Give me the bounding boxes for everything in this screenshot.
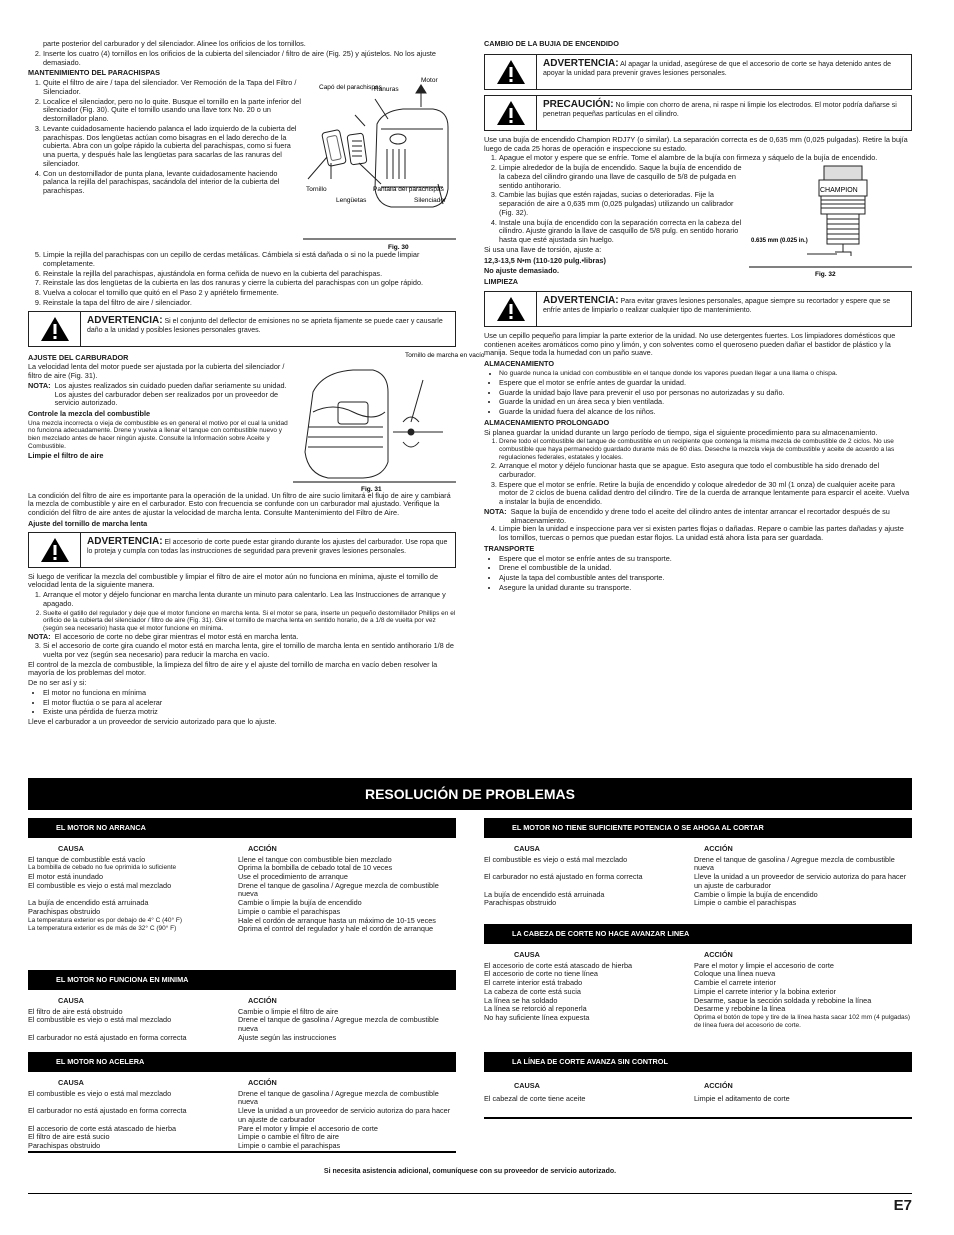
ts-table-no-avanza	[484, 924, 912, 1029]
warning-box	[28, 311, 456, 347]
causa-header: CAUSA	[514, 949, 540, 959]
almp-step: 4. Limpie bien la unidad e inspeccione para ver si existen partes flojas o dañadas. Repare o cambie las partes dañadas y ajuste los tornillos, tuercas o pernos que puedan estar flojos. La unidad está ahora lista para ser guardada.	[499, 525, 912, 543]
table-cell: El filtro de aire está sucio	[28, 1132, 110, 1142]
table-cell: Drene el tanque de gasolina / Agregue mezcla de combustible nueva	[238, 880, 439, 899]
bujia-step: 3. Cambie las bujías que estén rajadas, sucias o deterioradas. Fije la separación de aire a 0,635 mm (0,025 pulgadas) utilizando un calibrador (Fig. 32).	[499, 191, 749, 217]
warning-text: Para evitar graves lesiones personales, apague siempre su recortador y espere que se enfríe antes de limpiarlo o realizar cualquier tipo de mantenimiento.	[543, 297, 891, 314]
accion-header: ACCIÓN	[248, 1077, 277, 1087]
table-cell: El carrete interior está trabado	[484, 978, 583, 987]
table-cell: Drene el tanque de gasolina / Agregue mezcla de combustible nueva	[694, 854, 895, 873]
pantalla-label: Pantalla del parachispas	[373, 186, 444, 193]
table-cell: Limpie o cambie el parachispas	[238, 1141, 341, 1150]
intro-step: 2. Inserte los cuatro (4) tornillos en los orificios de la cubierta del silenciador / filtro de aire (Fig. 25) y ajústelos. No los ajuste demasiado.	[43, 50, 456, 68]
table-cell: Hale el cordón de arranque hasta un máximo de 10-15 veces	[238, 915, 436, 925]
fig30-caption: Fig. 30	[388, 244, 409, 251]
table-cell: Limpie el carrete interior y la bobina exterior	[694, 986, 836, 996]
symptom-item: • El motor no funciona en mínima	[43, 689, 456, 698]
limpie-title: Limpie el filtro de aire	[28, 451, 104, 461]
table-cell: El carburador no está ajustado en forma correcta	[484, 872, 643, 881]
causa-header: CAUSA	[514, 1080, 540, 1090]
almp-step: 3. Espere que el motor se enfríe. Retire la bujía de encendido y coloque alrededor de 30 ml (1 onza) de cualquier aceite para motor de 2 ciclos de buena calidad dentro del cilindro. Tire de la cuerda de arranque lentamente para esparcir el aceite. Vuelva a instalar la bujía de encendido.	[499, 481, 912, 507]
gap-label: 0.635 mm (0.025 in.)	[751, 238, 808, 244]
torsion-text: Si usa una llave de torsión, ajuste a:	[484, 244, 602, 254]
table-cell: El accesorio de corte no tiene línea	[484, 969, 598, 979]
ajuste-block	[28, 351, 485, 493]
troubleshooting	[28, 778, 912, 810]
warning-text: El accesorio de corte puede estar girando durante los ajustes del carburador. Use ropa que lo proteja y cumpla con todas las instrucciones de seguridad para prevenir graves lesiones personales.	[87, 538, 448, 555]
table-cell: Limpie o cambie el parachispas	[238, 906, 341, 916]
mant-title: MANTENIMIENTO DEL PARACHISPAS	[28, 68, 161, 78]
almp-note	[484, 508, 912, 526]
accion-header: ACCIÓN	[248, 843, 277, 853]
caution-text: No limpie con chorro de arena, ni raspe ni limpie los electrodos. El motor podría dañarse si penetran pequeñas partículas en el cilindro.	[543, 101, 897, 118]
table-title: EL MOTOR NO FUNCIONA EN MINIMA	[28, 970, 456, 990]
alm-item: • No guarde nunca la unidad con combustible en el tanque donde los vapores puedan llegar a una llama o chispa.	[499, 370, 912, 378]
bujia-block	[484, 164, 912, 288]
warning-label: ADVERTENCIA:	[87, 314, 163, 326]
table-cell: Limpie el aditamento de corte	[694, 1093, 790, 1103]
adjust-step: 2. Suelte el gatillo del regulador y deje que el motor funcione en marcha lenta. Si el motor se para, inserte un pequeño destornillador Phillips en el orificio de la cubierta del silenciador / filtro de aire (Fig. 31). Gire el tornillo de marcha lenta en sentido horario, de a 1/8 de vuelta por vez (según sea necesario) hasta que el motor funcione en mínima.	[43, 610, 456, 633]
mant-step: 6. Reinstale la rejilla del parachispas, ajustándola en forma ceñida de nuevo en la cubierta del parachispas.	[43, 270, 456, 279]
table-cell: El accesorio de corte está atascado de hierba	[28, 1123, 177, 1133]
warning-box	[484, 54, 912, 90]
table-row	[28, 1016, 456, 1034]
lleve-text: Lleve el carburador a un proveedor de servicio autorizado para que lo ajuste.	[28, 717, 277, 727]
causa-header: CAUSA	[58, 843, 84, 853]
caution-box	[484, 95, 912, 131]
torque-value: 12,3-13,5 N•m (110-120 pulg.•libras)	[484, 255, 606, 265]
footer-rule	[28, 1193, 912, 1194]
table-cell: El accesorio de corte está atascado de hierba	[484, 960, 633, 970]
warning-icon	[485, 292, 537, 326]
table-cell: Parachispas obstruido	[28, 1141, 101, 1150]
note-label: NOTA:	[28, 380, 51, 390]
note-label: NOTA:	[28, 632, 51, 642]
table-cell: La bujía de encendido está arruinada	[28, 898, 149, 908]
warning-icon	[29, 312, 81, 346]
warning-text: Si el conjunto del deflector de emisiones no se aprieta fijamente se puede caer y causarle daño a la unidad y posibles lesiones personales graves.	[87, 317, 443, 334]
ajuste-text: La velocidad lenta del motor puede ser ajustada por la cubierta del silenciador / filtro de aire (Fig. 31).	[28, 362, 285, 380]
table-cell: Desarme y rebobine la línea	[694, 1004, 786, 1014]
causa-header: CAUSA	[514, 843, 540, 853]
table-cell: El combustible es viejo o está mal mezclado	[28, 1015, 172, 1025]
fig-31	[293, 351, 485, 493]
use-cepillo: Use un cepillo pequeño para limpiar la parte exterior de la unidad. No use detergentes fuertes. Los limpiadores domésticos que contienen aceites aromáticos como pino y limón, y con solventes como el queroseno pueden dañar el bastidor de plástico y la manija. Seque toda la humedad con un paño suave.	[484, 330, 896, 358]
alm-title: ALMACENAMIENTO	[484, 359, 554, 368]
ranuras-label: Ranuras	[374, 86, 399, 93]
table-cell: Lleve la unidad a un proveedor de servicio autoriza do para hacer un ajuste de carburador	[694, 872, 907, 890]
fig32-caption: Fig. 32	[815, 271, 836, 278]
almp-step: 1. Drene todo el combustible del tanque de combustible en un recipiente que contenga la misma mezcla de combustible de 2 ciclos. No use combustible que haya permanecido guardado durante más de 60 días. Deseche la mezcla vieja de combustible y aceite de acuerdo a las regulaciones federales, estatales y locales.	[499, 438, 912, 461]
table-row	[28, 882, 456, 900]
mant-step: 1. Quite el filtro de aire / tapa del silenciador. Ver Remoción de la Tapa del Filtro / Silenciador.	[43, 79, 303, 97]
trans-item: • Asegure la unidad durante su transporte.	[499, 584, 912, 593]
trans-item: • Espere que el motor se enfríe antes de su transporte.	[499, 555, 912, 564]
table-cell: Parachispas obstruido	[28, 906, 101, 916]
motor-label: Motor	[421, 77, 438, 84]
table-row	[28, 1142, 456, 1153]
no-ajuste: No ajuste demasiado.	[484, 266, 560, 276]
table-cell: Use el procedimiento de arranque	[238, 871, 348, 881]
bujia-step: 4. Instale una bujía de encendido con la separación correcta en la cabeza del cilindro. Ajuste girando la llave de casquillo de 5/8 pulg. en sentido horario hasta que esté ajustada sin huelgo.	[499, 219, 749, 245]
table-cell: Limpie o cambie el filtro de aire	[238, 1132, 339, 1142]
note-text: El accesorio de corte no debe girar mientras el motor está en marcha lenta.	[54, 632, 299, 642]
table-cell: Lleve la unidad a un proveedor de servicio autoriza do para hacer un ajuste de carburador	[238, 1106, 451, 1124]
de-no-text: De no ser así y si:	[28, 678, 87, 688]
tornillo-title: Ajuste del tornillo de marcha lenta	[28, 518, 148, 528]
alm-item: • Guarde la unidad bajo llave para prevenir el uso por personas no autorizadas y su daño.	[499, 389, 912, 398]
mant-step: 9. Reinstale la tapa del filtro de aire / silenciador.	[43, 299, 456, 308]
mant-step: 4. Con un destornillador de punta plana, levante cuidadosamente haciendo palanca la rejilla del parachispas, sacándola del interior de la cubierta del parachispas.	[43, 170, 303, 196]
table-cell: El combustible es viejo o está mal mezclado	[484, 854, 628, 864]
mant-step: 5. Limpie la rejilla del parachispas con un cepillo de cerdas metálicas. Cámbiela si está dañada o si no la puede limpiar completamente.	[43, 251, 456, 269]
alm-item: • Guarde la unidad fuera del alcance de los niños.	[499, 408, 912, 417]
si-luego-text: Si luego de verificar la mezcla del combustible y limpiar el filtro de aire el motor aún no funciona en mínima, ajuste el tornillo de velocidad lenta de la siguiente manera.	[28, 571, 439, 590]
warning-box	[484, 291, 912, 327]
table-cell: El carburador no está ajustado en forma correcta	[28, 1106, 187, 1115]
lenguetas-label: Lengüetas	[336, 197, 367, 204]
table-cell: Pare el motor y limpie el accesorio de corte	[238, 1123, 378, 1133]
table-cell: No hay suficiente línea expuesta	[484, 1013, 590, 1022]
table-cell: El filtro de aire está obstruido	[28, 1006, 123, 1016]
note-text: Los ajustes realizados sin cuidado pueden dañar seriamente su unidad. Los ajustes del carburador deben ser realizados por un proveedor de servicio autorizado.	[54, 380, 287, 408]
ajuste-title: AJUSTE DEL CARBURADOR	[28, 352, 129, 362]
table-cell: Llene el tanque con combustible bien mezclado	[238, 854, 392, 864]
trans-title: TRANSPORTE	[484, 543, 535, 553]
ts-table-no-minima	[28, 970, 456, 1043]
intro-text: parte posterior del carburador y del silenciador. Alinee los orificios de los tornillos.	[43, 39, 306, 48]
ts-table-no-acelera	[28, 1052, 456, 1153]
trans-item: • Ajuste la tapa del combustible antes del transporte.	[499, 574, 912, 583]
table-cell: Pare el motor y limpie el accesorio de corte	[694, 960, 834, 970]
table-cell: Oprima la bombilla de cebado total de 10 veces	[238, 863, 393, 873]
table-cell: El motor está inundado	[28, 871, 104, 881]
table-cell: Coloque una línea nueva	[694, 969, 776, 979]
table-cell: Limpie o cambie el parachispas	[694, 898, 797, 908]
warning-box	[28, 532, 456, 568]
table-title: EL MOTOR NO ARRANCA	[28, 818, 456, 838]
mant-step: 3. Levante cuidadosamente haciendo palanca el lado izquierdo de la cubierta del parachispas. Dos lengüetas actúan como bisagras en el lado derecho de la cubierta. Abra con un golpe rápido la cubierta del parachispas, como si fuera una puerta, y después hale las lengüetas para sacarlas de las ranuras del silenciador.	[43, 125, 303, 169]
bujia-step: 2. Limpie alrededor de la bujía de encendido. Saque la bujía de encendido de la cabeza del cilindro girando una llave de casquillo de 5/8 de pulgada en sentido antihorario.	[499, 164, 749, 190]
cambio-title: CAMBIO DE LA BUJIA DE ENCENDIDO	[484, 39, 619, 48]
table-title: EL MOTOR NO TIENE SUFICIENTE POTENCIA O SE AHOGA AL CORTAR	[484, 818, 912, 838]
warning-label: ADVERTENCIA:	[543, 294, 619, 306]
caution-label: PRECAUCIÓN:	[543, 98, 614, 110]
table-cell: El cabezal de corte tiene aceite	[484, 1093, 586, 1103]
warning-icon	[485, 96, 537, 130]
control-fin: El control de la mezcla de combustible, la limpieza del filtro de aire y el ajuste del tornillo de marcha en vacío deben resolver la mayoría de los problemas del motor.	[28, 659, 438, 678]
causa-header: CAUSA	[58, 995, 84, 1005]
table-cell: La cabeza de corte está sucia	[484, 986, 581, 996]
table-cell: Drene el tanque de gasolina / Agregue mezcla de combustible nueva	[238, 1088, 439, 1107]
fig31-caption: Fig. 31	[361, 485, 382, 493]
table-cell: Cambie o limpie la bujía de encendido	[238, 898, 362, 908]
table-cell: Drene el tanque de gasolina / Agregue mezcla de combustible nueva	[238, 1015, 439, 1033]
table-row	[28, 1107, 456, 1125]
mant-step: 8. Vuelva a colocar el tornillo que quitó en el Paso 2 y apriételo firmemente.	[43, 289, 456, 298]
symptom-item: • El motor fluctúa o se para al acelerar	[43, 699, 456, 708]
left-column	[28, 39, 485, 728]
ts-table-poca-potencia	[484, 818, 912, 908]
table-title: EL MOTOR NO ACELERA	[28, 1052, 456, 1072]
footer-note: Si necesita asistencia adicional, comuníquese con su proveedor de servicio autorizado.	[323, 1168, 617, 1175]
table-cell: El tanque de combustible está vacío	[28, 854, 146, 864]
mant-block	[28, 79, 456, 251]
table-cell: El combustible es viejo o está mal mezclado	[28, 880, 172, 890]
ts-table-sin-control	[484, 1052, 912, 1119]
note-text: Saque la bujía de encendido y drene todo el aceite del cilindro antes de intentar arrancar el recortador después de su almacenamiento.	[510, 506, 890, 525]
fig-32	[749, 164, 912, 279]
table-cell: El combustible es viejo o está mal mezclado	[28, 1088, 172, 1098]
spark-arrestor-diagram	[303, 79, 456, 251]
warning-icon	[485, 55, 537, 89]
warning-label: ADVERTENCIA:	[87, 535, 163, 547]
right-column	[484, 40, 912, 594]
table-cell: El carburador no está ajustado en forma correcta	[28, 1032, 187, 1042]
table-row	[484, 1014, 912, 1029]
table-cell: Oprima el botón de tope y tire de la línea hasta sacar 102 mm (4 pulgadas) de línea fuera del accesorio de corte.	[694, 1014, 911, 1029]
table-cell: La temperatura exterior es de más de 32° C (90° F)	[28, 925, 177, 933]
table-row	[484, 856, 912, 874]
use-bujia: Use una bujía de encendido Champion RDJ7Y (o similar). La separación correcta es de 0,635 mm (0,025 pulgadas). Retire la bujía luego de cada 25 horas de operación e inspeccione su estado.	[484, 134, 908, 153]
accion-header: ACCIÓN	[704, 949, 733, 959]
almp-title: ALMACENAMIENTO PROLONGADO	[484, 417, 610, 427]
warning-text: Al apagar la unidad, asegúrese de que el accesorio de corte se haya detenido antes de apoyar la unidad para prevenir graves lesiones personales.	[543, 60, 891, 77]
mant-step: 7. Reinstale las dos lengüetas de la cubierta en las dos ranuras y cierre la cubierta del parachispas con un golpe rápido.	[43, 279, 456, 288]
ajuste-note	[28, 382, 293, 408]
bujia-step: 1. Apague el motor y espere que se enfríe. Tome el alambre de la bujía con firmeza y sáquelo de la bujía de encendido.	[499, 154, 912, 163]
table-cell: Oprima el control del regulador y hale el cordón de arranque	[238, 924, 434, 934]
table-cell: Cambie el carrete interior	[694, 978, 776, 987]
table-title: LA LÍNEA DE CORTE AVANZA SIN CONTROL	[484, 1052, 912, 1072]
table-cell: Ajuste según las instrucciones	[238, 1032, 337, 1042]
limpie-text: La condición del filtro de aire es importante para la operación de la unidad. Un filtro de aire sucio limitará el flujo de aire y cambiará la mezcla de combustible y aire en el carburador. Esto con frecuencia se confunde con un carburador mal ajustado. Verifique la condición del filtro de aire antes de ajustar la velocidad de marcha lenta. Consulte Mantenimiento del Filtro de Aire.	[28, 490, 451, 517]
silenciador-label: Silenciador	[414, 197, 447, 204]
mant-step: 2. Localice el silenciador, pero no lo quite. Busque el tornillo en la parte inferior del silenciador (Fig. 30). Quite el tornillo usando una llave torx No. 20 o un destornillador plano.	[43, 98, 303, 124]
causa-header: CAUSA	[58, 1077, 84, 1087]
accion-header: ACCIÓN	[704, 1080, 733, 1090]
warning-icon	[29, 533, 81, 567]
fig-30	[303, 79, 456, 251]
note-label: NOTA:	[484, 506, 507, 516]
control-title: Controle la mezcla del combustible	[28, 409, 151, 418]
tornillo-label: Tornillo	[306, 186, 327, 193]
capo-label: Capó del parachispas	[319, 84, 382, 91]
table-cell: La temperatura exterior es por debajo de 4° C (40° F)	[28, 916, 183, 924]
troubleshooting-title: RESOLUCIÓN DE PROBLEMAS	[28, 778, 912, 810]
table-title: LA CABEZA DE CORTE NO HACE AVANZAR LINEA	[484, 924, 912, 944]
symptom-item: • Existe una pérdida de fuerza motriz	[43, 708, 456, 717]
table-cell: La línea se retorció al reponerla	[484, 1004, 587, 1014]
limpieza-title: LIMPIEZA	[484, 277, 519, 286]
almp-text: Si planea guardar la unidad durante un largo período de tiempo, siga el siguiente procedimiento para su almacenamiento.	[484, 427, 878, 437]
carburetor-diagram	[293, 351, 485, 493]
table-cell: Cambie o limpie la bujía de encendido	[694, 889, 818, 899]
ts-table-no-arranca	[28, 818, 456, 934]
table-cell: Parachispas obstruido	[484, 898, 557, 908]
table-cell: La bombilla de cebado no fue oprimida lo suficiente	[28, 864, 177, 872]
table-cell: La bujía de encendido está arruinada	[484, 889, 605, 899]
tornillo-marcha-label: Tornillo de marcha en vacío	[405, 351, 485, 359]
table-row	[28, 925, 456, 934]
table-row	[28, 1090, 456, 1108]
almp-step: 2. Arranque el motor y déjelo funcionar hasta que se apague. Esto asegura que todo el combustible ha sido drenado del carburador.	[499, 462, 912, 480]
alm-item: • Guarde la unidad en un área seca y bien ventilada.	[499, 398, 912, 407]
warning-label: ADVERTENCIA:	[543, 57, 619, 69]
table-cell: Desarme, saque la sección soldada y rebobine la línea	[694, 995, 872, 1005]
table-row	[28, 1034, 456, 1043]
accion-header: ACCIÓN	[248, 995, 277, 1005]
adjust-step: 1. Arranque el motor y déjelo funcionar en marcha lenta durante un minuto para calentarlo. Lea las Instrucciones de arranque y apagado.	[43, 591, 456, 609]
spark-plug-diagram	[749, 164, 912, 279]
table-row	[484, 873, 912, 891]
page-number: E7	[893, 1197, 912, 1214]
adjust-step: 3. Si el accesorio de corte gira cuando el motor está en marcha lenta, gire el tornillo de marcha lenta en sentido antihorario 1/8 de vuelta por vez (según sea necesario) para reducir la marcha en vacío.	[43, 642, 456, 660]
trans-item: • Drene el combustible de la unidad.	[499, 564, 912, 573]
table-cell: La línea se ha soldado	[484, 995, 558, 1005]
plug-brand: CHAMPION	[820, 187, 858, 194]
alm-item: • Espere que el motor se enfríe antes de guardar la unidad.	[499, 379, 912, 388]
table-row	[484, 899, 912, 908]
table-row	[484, 1095, 912, 1120]
accion-header: ACCIÓN	[704, 843, 733, 853]
control-text: Una mezcla incorrecta o vieja de combustible es en general el motivo por el cual la unidad no funciona adecuadamente. Drene y vuelva a llenar el tanque con combustible nuevo y bien mezclado antes de hacer ningún ajuste. Consulte la Información sobre Aceite y Combustible.	[28, 419, 288, 450]
table-cell: Cambie o limpie el filtro de aire	[238, 1006, 339, 1016]
